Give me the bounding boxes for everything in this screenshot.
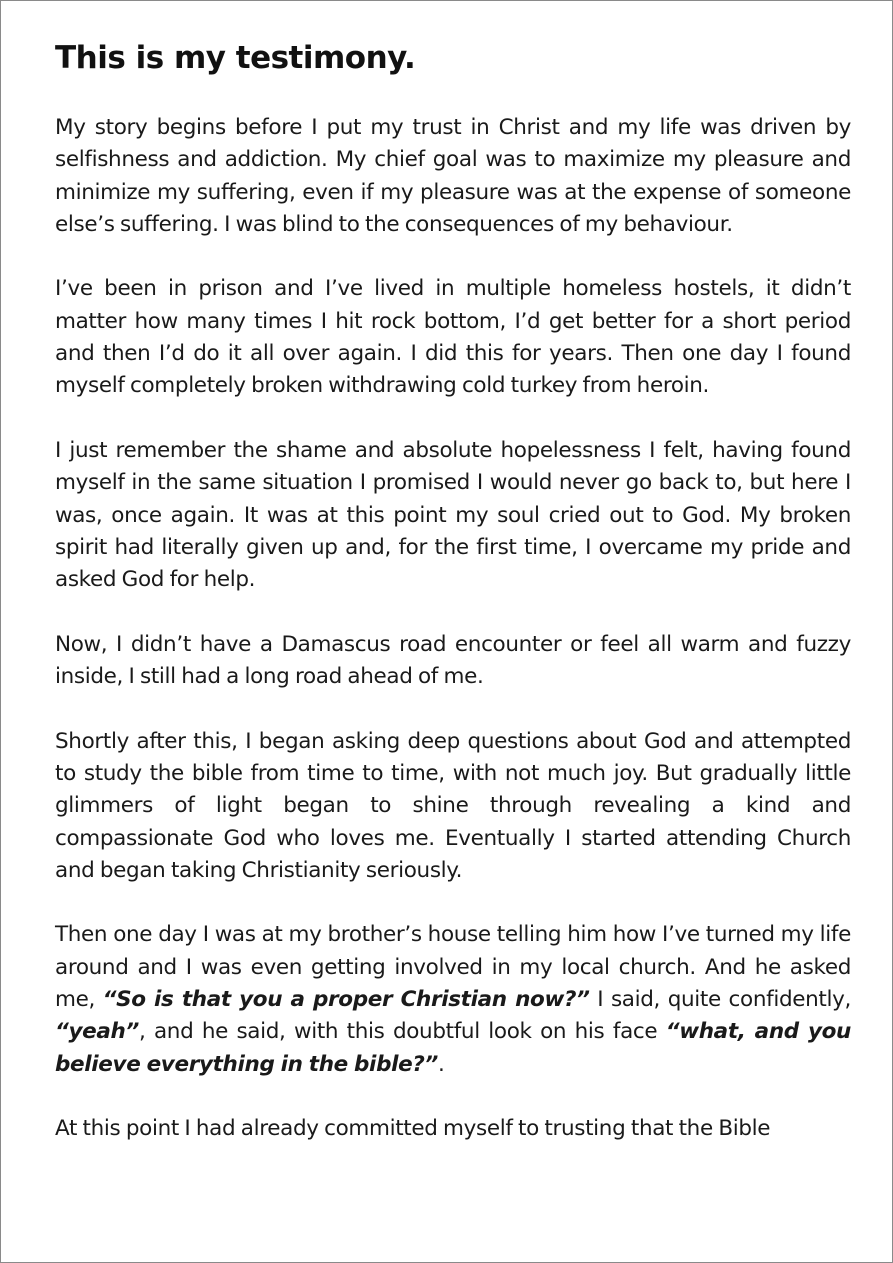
paragraph-3: I just remember the shame and absolute hopelessness I felt, having found myself in the same situation I promised I would never go back to, but here I was, once again. It was at this point my soul cried out to God. My broken spirit had literally given up and, for the first time, I overcame my pride and asked God for help. (55, 437, 851, 593)
dialogue-text-1: Then one day I was at my brother’s house telling him how I’ve turned my life around and I was even getting involved in my local church. And he asked me, (55, 922, 851, 1013)
dialogue-text-2: I said, quite confidently, (589, 987, 851, 1013)
paragraph-2: I’ve been in prison and I’ve lived in multiple homeless hostels, it didn’t matter how many times I hit rock bottom, I’d get better for a short period and then I’d do it all over again. I did this for years. Then one day I found myself completely broken withdrawing cold turkey from heroin. (55, 276, 851, 399)
dialogue-text-3: , and he said, with this doubtful look on his face (139, 1019, 666, 1045)
paragraph-7-truncated: At this point I had already committed myself to trusting that the Bible (55, 1116, 771, 1142)
brother-question-quote: “So is that you a proper Christian now?” (102, 987, 590, 1013)
paragraph-6-dialogue (55, 919, 851, 1080)
paragraph-1: My story begins before I put my trust in Christ and my life was driven by selfishness and addiction. My chief goal was to maximize my pleasure and minimize my suffering, even if my pleasure was at the expense of someone else’s suffering. I was blind to the consequences of my behaviour. (55, 115, 851, 237)
page-title: This is my testimony. (55, 40, 416, 76)
dialogue-text-4: . (438, 1051, 445, 1077)
document-body (55, 36, 851, 1178)
paragraph-4: Now, I didn’t have a Damascus road encounter or feel all warm and fuzzy inside, I still had a long road ahead of me. (55, 631, 851, 690)
brother-doubt-quote: “what, and you believe everything in the bible?” (55, 1019, 851, 1077)
reply-quote: “yeah” (55, 1019, 140, 1045)
paragraph-5: Shortly after this, I began asking deep questions about God and attempted to study the bible from time to time, with not much joy. But gradually little glimmers of light began to shine through revealing a kind and compassionate God who loves me. Eventually I started attending Church and began taking Christianity seriously. (55, 728, 851, 883)
